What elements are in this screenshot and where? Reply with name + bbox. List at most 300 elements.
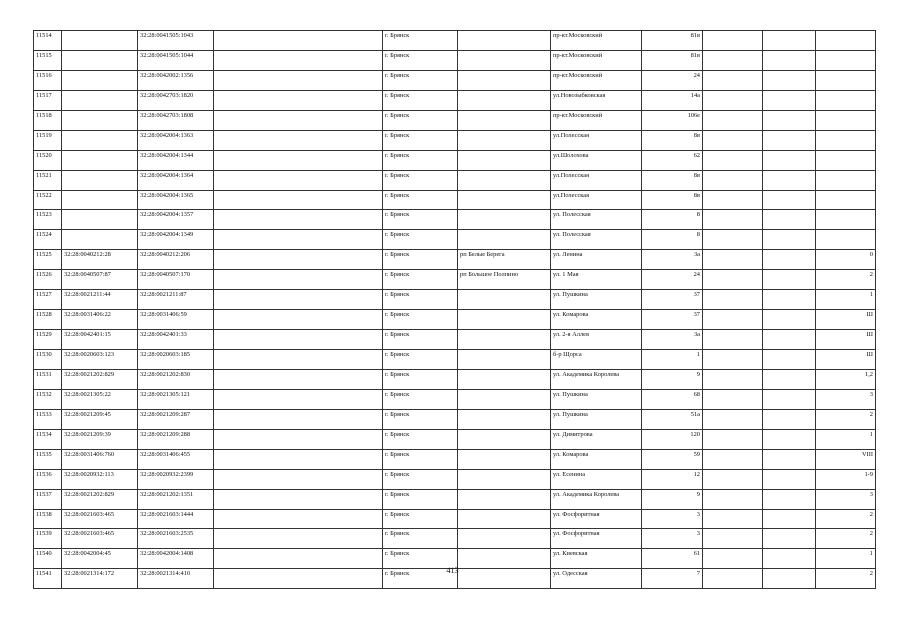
cell-extra-info [214,350,383,370]
cell-settlement [458,150,551,170]
cell-settlement [458,409,551,429]
cell-premises-number: Ш [816,310,876,330]
cell-record-number: 11541 [34,569,62,589]
cell-extra-info [214,170,383,190]
cell-col-9 [703,389,763,409]
cell-record-number: 11518 [34,110,62,130]
table-row [34,529,876,549]
cell-street: ул.Шолохова [551,150,642,170]
cell-cadastral-number-parcel: 32:28:0042401:15 [62,330,138,350]
cell-house-number: 120 [642,429,703,449]
cell-col-9 [703,70,763,90]
cell-cadastral-number-object: 32:28:0040507:170 [138,270,214,290]
cell-house-number: 7 [642,569,703,589]
cell-cadastral-number-object: 32:28:0042004:1364 [138,170,214,190]
cell-cadastral-number-parcel: 32:28:0020603:123 [62,350,138,370]
cell-settlement [458,369,551,389]
cell-cadastral-number-parcel [62,130,138,150]
cell-settlement [458,70,551,90]
cell-col-10 [763,170,816,190]
cell-cadastral-number-parcel: 32:28:0021202:829 [62,489,138,509]
cell-street: ул. Комарова [551,449,642,469]
cell-extra-info [214,90,383,110]
cell-street: ул. Пушкина [551,290,642,310]
cell-street: ул. Есенина [551,469,642,489]
cell-settlement: рп Белые Берега [458,250,551,270]
table-row [34,270,876,290]
cell-record-number: 11514 [34,31,62,51]
cell-extra-info [214,190,383,210]
cell-premises-number [816,130,876,150]
cell-city: г. Брянск [383,31,458,51]
cell-extra-info [214,150,383,170]
cell-premises-number [816,210,876,230]
cell-extra-info [214,429,383,449]
cell-street: ул. Полесская [551,210,642,230]
cell-extra-info [214,529,383,549]
cell-col-10 [763,230,816,250]
cell-street: ул. 1 Мая [551,270,642,290]
cell-cadastral-number-object: 32:28:0021603:2535 [138,529,214,549]
cell-cadastral-number-parcel [62,70,138,90]
table-row [34,250,876,270]
cell-city: г. Брянск [383,529,458,549]
cell-settlement [458,290,551,310]
cell-street: ул. Димитрова [551,429,642,449]
cell-street: ул.Полесская [551,170,642,190]
cell-cadastral-number-object: 32:28:0021211:87 [138,290,214,310]
cell-settlement [458,110,551,130]
table-row [34,389,876,409]
cell-record-number: 11528 [34,310,62,330]
table-row [34,449,876,469]
cell-city: г. Брянск [383,50,458,70]
cell-settlement [458,469,551,489]
cell-street: пр-кт.Московский [551,50,642,70]
cell-cadastral-number-parcel [62,90,138,110]
cell-cadastral-number-parcel: 32:28:0021603:465 [62,529,138,549]
cell-cadastral-number-parcel [62,110,138,130]
cell-settlement [458,389,551,409]
cell-record-number: 11531 [34,369,62,389]
cell-col-10 [763,130,816,150]
cell-city: г. Брянск [383,270,458,290]
cell-premises-number: 2 [816,529,876,549]
cell-house-number: 3 [642,529,703,549]
table-row [34,369,876,389]
cell-col-10 [763,369,816,389]
cell-cadastral-number-object: 32:28:0021202:1351 [138,489,214,509]
cell-cadastral-number-object: 32:28:0021305:121 [138,389,214,409]
cell-city: г. Брянск [383,310,458,330]
cell-house-number: 68 [642,389,703,409]
cell-extra-info [214,330,383,350]
cell-city: г. Брянск [383,150,458,170]
cell-col-9 [703,90,763,110]
cell-city: г. Брянск [383,469,458,489]
cell-extra-info [214,469,383,489]
cell-cadastral-number-object: 32:28:0042004:1344 [138,150,214,170]
cell-cadastral-number-object: 32:28:0042004:1408 [138,549,214,569]
cell-record-number: 11537 [34,489,62,509]
table-row [34,469,876,489]
cell-cadastral-number-object: 32:28:0031406:59 [138,310,214,330]
cell-street: ул. 2-я Аллея [551,330,642,350]
cell-record-number: 11517 [34,90,62,110]
cell-house-number: 24 [642,270,703,290]
cell-col-9 [703,429,763,449]
cell-col-10 [763,250,816,270]
cell-street: ул. Фосфоритная [551,509,642,529]
cell-street: ул.Полесская [551,130,642,150]
cell-settlement [458,310,551,330]
cell-house-number: 62 [642,150,703,170]
cell-settlement [458,170,551,190]
cell-record-number: 11519 [34,130,62,150]
cell-extra-info [214,509,383,529]
cell-extra-info [214,250,383,270]
cell-house-number: 37 [642,310,703,330]
cell-street: ул. Пушкина [551,389,642,409]
cell-settlement [458,230,551,250]
cell-record-number: 11538 [34,509,62,529]
cell-settlement [458,90,551,110]
cell-street: ул.Полесская [551,190,642,210]
cell-city: г. Брянск [383,449,458,469]
cell-cadastral-number-object: 32:28:0042401:33 [138,330,214,350]
cell-extra-info [214,270,383,290]
cell-record-number: 11533 [34,409,62,429]
cell-col-10 [763,70,816,90]
cell-extra-info [214,310,383,330]
cell-col-10 [763,429,816,449]
cell-col-9 [703,489,763,509]
table-row [34,90,876,110]
registry-table [33,30,876,589]
cell-premises-number: 0 [816,250,876,270]
cell-city: г. Брянск [383,509,458,529]
cell-col-9 [703,230,763,250]
cell-house-number: 3а [642,330,703,350]
cell-city: г. Брянск [383,130,458,150]
cell-premises-number [816,90,876,110]
cell-city: г. Брянск [383,489,458,509]
cell-city: г. Брянск [383,230,458,250]
table-row [34,350,876,370]
cell-cadastral-number-parcel: 32:28:0021202:829 [62,369,138,389]
cell-premises-number: 2 [816,409,876,429]
cell-cadastral-number-parcel: 32:28:0042004:45 [62,549,138,569]
cell-cadastral-number-parcel: 32:28:0021314:172 [62,569,138,589]
cell-col-10 [763,50,816,70]
table-row [34,210,876,230]
cell-cadastral-number-parcel [62,210,138,230]
cell-premises-number: 3 [816,389,876,409]
cell-city: г. Брянск [383,549,458,569]
cell-cadastral-number-parcel: 32:28:0021603:465 [62,509,138,529]
cell-col-10 [763,330,816,350]
cell-record-number: 11534 [34,429,62,449]
cell-street: б-р Щорса [551,350,642,370]
cell-premises-number: Ш [816,350,876,370]
cell-premises-number: VIII [816,449,876,469]
cell-col-9 [703,130,763,150]
cell-cadastral-number-parcel: 32:28:0031406:22 [62,310,138,330]
table-row [34,290,876,310]
cell-record-number: 11525 [34,250,62,270]
cell-premises-number [816,110,876,130]
cell-cadastral-number-parcel: 32:28:0021305:22 [62,389,138,409]
cell-premises-number: 1 [816,549,876,569]
cell-extra-info [214,210,383,230]
cell-settlement [458,350,551,370]
cell-premises-number [816,70,876,90]
cell-street: пр-кт.Московский [551,110,642,130]
cell-cadastral-number-object: 32:28:0021209:288 [138,429,214,449]
cell-cadastral-number-object: 32:28:0042004:1365 [138,190,214,210]
cell-house-number: 8в [642,190,703,210]
cell-settlement [458,489,551,509]
cell-settlement [458,130,551,150]
cell-house-number: 8в [642,130,703,150]
cell-col-9 [703,449,763,469]
cell-premises-number: 1 [816,429,876,449]
cell-city: г. Брянск [383,569,458,589]
cell-street: пр-кт.Московский [551,31,642,51]
cell-cadastral-number-parcel [62,150,138,170]
cell-cadastral-number-parcel [62,31,138,51]
cell-house-number: 81в [642,50,703,70]
cell-record-number: 11522 [34,190,62,210]
cell-cadastral-number-parcel [62,50,138,70]
cell-record-number: 11535 [34,449,62,469]
cell-house-number: 12 [642,469,703,489]
cell-cadastral-number-parcel: 32:28:0020932:113 [62,469,138,489]
cell-cadastral-number-object: 32:28:0042002:1356 [138,70,214,90]
table-row [34,110,876,130]
cell-settlement [458,529,551,549]
cell-street: ул. Ленина [551,250,642,270]
table-row [34,50,876,70]
cell-col-9 [703,250,763,270]
cell-settlement [458,330,551,350]
cell-settlement [458,31,551,51]
cell-premises-number: 2 [816,270,876,290]
table-row [34,190,876,210]
cell-col-10 [763,270,816,290]
cell-premises-number [816,150,876,170]
cell-city: г. Брянск [383,170,458,190]
table-row [34,310,876,330]
cell-col-10 [763,509,816,529]
cell-house-number: 51а [642,409,703,429]
cell-record-number: 11539 [34,529,62,549]
cell-col-10 [763,489,816,509]
cell-extra-info [214,489,383,509]
cell-extra-info [214,369,383,389]
cell-street: пр-кт.Московский [551,70,642,90]
cell-cadastral-number-object: 32:28:0021603:1444 [138,509,214,529]
cell-cadastral-number-parcel [62,170,138,190]
cell-street: ул. Академика Королева [551,369,642,389]
cell-extra-info [214,389,383,409]
cell-premises-number [816,170,876,190]
cell-premises-number: 3 [816,489,876,509]
table-row [34,130,876,150]
cell-col-9 [703,270,763,290]
cell-street: ул. Киевская [551,549,642,569]
cell-cadastral-number-parcel: 32:28:0031406:760 [62,449,138,469]
cell-extra-info [214,409,383,429]
cell-premises-number [816,31,876,51]
cell-record-number: 11536 [34,469,62,489]
cell-cadastral-number-object: 32:28:0020932:2399 [138,469,214,489]
cell-cadastral-number-object: 32:28:0021209:287 [138,409,214,429]
cell-extra-info [214,290,383,310]
cell-col-9 [703,509,763,529]
cell-city: г. Брянск [383,350,458,370]
cell-settlement [458,429,551,449]
cell-col-10 [763,290,816,310]
cell-city: г. Брянск [383,250,458,270]
cell-city: г. Брянск [383,70,458,90]
cell-city: г. Брянск [383,369,458,389]
cell-street: ул. Одесская [551,569,642,589]
cell-street: ул. Академика Королева [551,489,642,509]
cell-premises-number: 2 [816,509,876,529]
cell-extra-info [214,449,383,469]
cell-col-10 [763,529,816,549]
cell-city: г. Брянск [383,409,458,429]
cell-cadastral-number-object: 32:28:0031406:455 [138,449,214,469]
cell-house-number: 8 [642,230,703,250]
cell-house-number: 3а [642,250,703,270]
cell-col-9 [703,31,763,51]
cell-cadastral-number-parcel: 32:28:0040212:28 [62,250,138,270]
cell-col-9 [703,469,763,489]
cell-record-number: 11524 [34,230,62,250]
cell-col-9 [703,150,763,170]
cell-premises-number [816,230,876,250]
table-row [34,31,876,51]
cell-col-9 [703,409,763,429]
page-number: 413 [446,566,459,575]
cell-cadastral-number-parcel: 32:28:0021211:44 [62,290,138,310]
cell-record-number: 11532 [34,389,62,409]
cell-record-number: 11516 [34,70,62,90]
cell-col-10 [763,190,816,210]
table-row [34,330,876,350]
cell-cadastral-number-object: 32:28:0042004:1363 [138,130,214,150]
cell-street: ул. Фосфоритная [551,529,642,549]
cell-col-10 [763,31,816,51]
cell-extra-info [214,31,383,51]
cell-col-10 [763,210,816,230]
cell-city: г. Брянск [383,389,458,409]
cell-house-number: 81в [642,31,703,51]
cell-city: г. Брянск [383,90,458,110]
registry-table-body [34,31,876,589]
cell-settlement: рп Большое Полпино [458,270,551,290]
cell-col-10 [763,350,816,370]
cell-record-number: 11515 [34,50,62,70]
cell-cadastral-number-object: 32:28:0042703:1808 [138,110,214,130]
cell-col-9 [703,350,763,370]
cell-street: ул. Комарова [551,310,642,330]
cell-col-10 [763,110,816,130]
cell-cadastral-number-object: 32:28:0021202:830 [138,369,214,389]
cell-settlement [458,509,551,529]
cell-house-number: 9 [642,489,703,509]
cell-house-number: 3 [642,509,703,529]
cell-cadastral-number-object: 32:28:0042703:1820 [138,90,214,110]
cell-col-10 [763,389,816,409]
cell-col-9 [703,310,763,330]
cell-cadastral-number-parcel [62,190,138,210]
cell-cadastral-number-parcel: 32:28:0021209:45 [62,409,138,429]
cell-col-9 [703,529,763,549]
cell-cadastral-number-object: 32:28:0020603:185 [138,350,214,370]
table-row [34,170,876,190]
cell-cadastral-number-object: 32:28:0042004:1357 [138,210,214,230]
cell-premises-number: 1,2 [816,369,876,389]
cell-street: ул. Пушкина [551,409,642,429]
cell-extra-info [214,70,383,90]
cell-street: ул. Полесская [551,230,642,250]
cell-col-9 [703,369,763,389]
cell-city: г. Брянск [383,330,458,350]
cell-city: г. Брянск [383,290,458,310]
cell-cadastral-number-object: 32:28:0041505:1043 [138,31,214,51]
cell-cadastral-number-object: 32:28:0042004:1349 [138,230,214,250]
cell-col-10 [763,310,816,330]
cell-col-9 [703,110,763,130]
cell-city: г. Брянск [383,210,458,230]
cell-premises-number: 2 [816,569,876,589]
table-row [34,150,876,170]
cell-settlement [458,449,551,469]
cell-house-number: 1 [642,350,703,370]
cell-record-number: 11530 [34,350,62,370]
cell-col-9 [703,210,763,230]
table-row [34,409,876,429]
cell-city: г. Брянск [383,429,458,449]
cell-settlement [458,50,551,70]
cell-col-10 [763,90,816,110]
cell-record-number: 11520 [34,150,62,170]
cell-premises-number: 1 [816,290,876,310]
cell-record-number: 11529 [34,330,62,350]
cell-street: ул.Новозыбковская [551,90,642,110]
cell-col-10 [763,469,816,489]
cell-premises-number: Ш [816,330,876,350]
cell-house-number: 9 [642,369,703,389]
cell-cadastral-number-parcel [62,230,138,250]
table-row [34,230,876,250]
table-row [34,509,876,529]
cell-cadastral-number-object: 32:28:0040212:206 [138,250,214,270]
cell-extra-info [214,230,383,250]
cell-extra-info [214,130,383,150]
cell-col-10 [763,449,816,469]
table-row [34,70,876,90]
cell-cadastral-number-parcel: 32:28:0021209:39 [62,429,138,449]
cell-premises-number [816,50,876,70]
table-row [34,429,876,449]
cell-col-10 [763,150,816,170]
table-row [34,489,876,509]
cell-record-number: 11523 [34,210,62,230]
